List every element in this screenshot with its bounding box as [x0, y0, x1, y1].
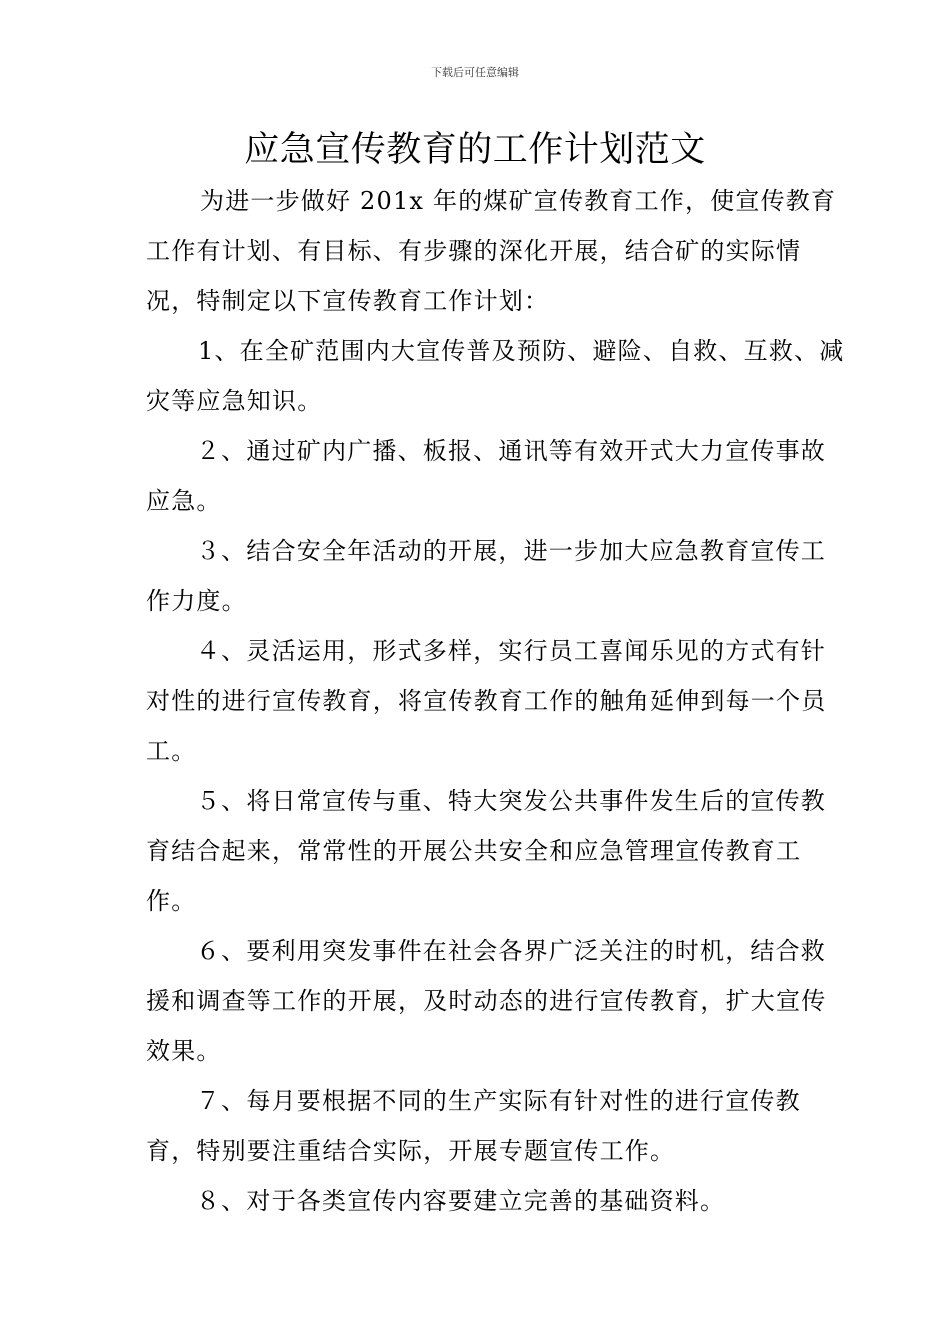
paragraph-item-5: ５、将日常宣传与重、特大突发公共事件发生后的宣传教育结合起来，常常性的开展公共安全和应急管理宣传教育工作。	[146, 787, 826, 915]
document-title: 应急宣传教育的工作计划范文	[244, 130, 706, 170]
paragraph-item-4: ４、灵活运用，形式多样，实行员工喜闻乐见的方式有针对性的进行宣传教育，将宣传教育工作的触角延伸到每一个员工。	[146, 637, 827, 765]
paragraph-item-1: 1、在全矿范围内大宣传普及预防、避险、自救、互救、减灾等应急知识。	[146, 337, 845, 415]
paragraph-intro: 为进一步做好 201x 年的煤矿宣传教育工作，使宣传教育工作有计划、有目标、有步骤的深化开展，结合矿的实际情况，特制定以下宣传教育工作计划：	[146, 187, 837, 315]
paragraph-item-2: ２、通过矿内广播、板报、通讯等有效开式大力宣传事故应急。	[146, 437, 826, 515]
paragraph-item-7: ７、每月要根据不同的生产实际有针对性的进行宣传教育，特别要注重结合实际，开展专题宣传工作。	[146, 1087, 801, 1165]
paragraph-item-8: ８、对于各类宣传内容要建立完善的基础资料。	[196, 1187, 726, 1215]
header-note: 下载后可任意编辑	[431, 66, 519, 79]
document-body	[146, 176, 846, 1226]
paragraph-item-6: ６、要利用突发事件在社会各界广泛关注的时机，结合救援和调查等工作的开展，及时动态的进行宣传教育，扩大宣传效果。	[146, 937, 827, 1065]
paragraph-item-3: ３、结合安全年活动的开展，进一步加大应急教育宣传工作力度。	[146, 537, 826, 615]
